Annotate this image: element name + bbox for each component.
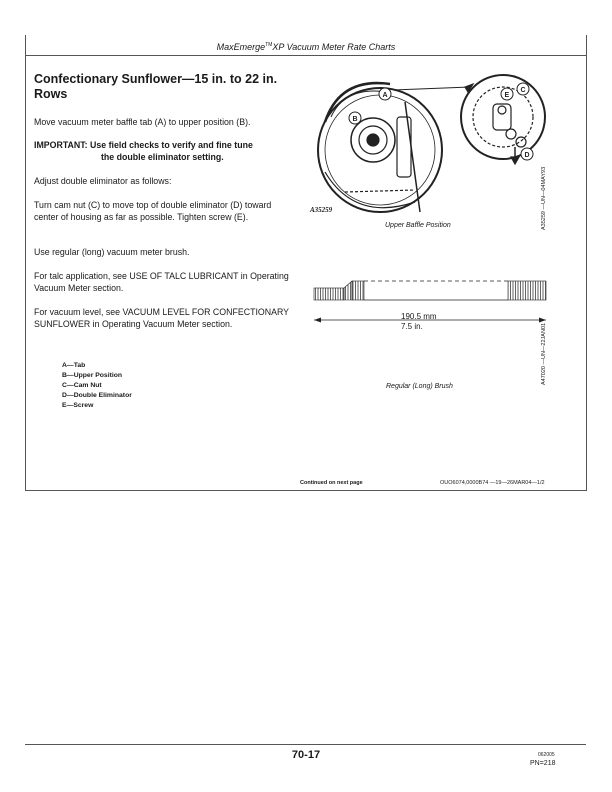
callout-e: E bbox=[504, 92, 510, 99]
instruction-talc: For talc application, see USE OF TALC LUBRICANT in Operating Vacuum Meter section. bbox=[34, 271, 289, 293]
brush-length-in: 7.5 in. bbox=[401, 322, 423, 331]
page-header-title: MaxEmerge™XP Vacuum Meter Rate Charts bbox=[216, 42, 396, 52]
instruction-cam-nut: Turn cam nut (C) to move top of double eliminator (D) toward center of housing as far as possible. Tighten screw (E). bbox=[34, 200, 272, 222]
figure-legend bbox=[62, 361, 132, 411]
section-title-line1: Confectionary Sunflower—15 in. to 22 in. bbox=[34, 72, 278, 86]
important-line1: Use field checks to verify and fine tune bbox=[90, 140, 253, 150]
legend-item: E—Screw bbox=[62, 402, 94, 409]
instruction-adjust: Adjust double eliminator as follows: bbox=[34, 176, 172, 186]
footer-rule bbox=[25, 744, 586, 745]
brush-caption: Regular (Long) Brush bbox=[386, 383, 453, 390]
document-id: OUO6074,0000B74 —19—26MAR04—1/2 bbox=[440, 480, 545, 486]
callout-a: A bbox=[382, 92, 388, 99]
footer-date: 062005 bbox=[538, 752, 555, 758]
upper-baffle-figure bbox=[305, 62, 547, 227]
important-line2: the double eliminator setting. bbox=[101, 151, 224, 162]
instruction-baffle: Move vacuum meter baffle tab (A) to upper position (B). bbox=[34, 117, 251, 127]
legend-item: A—Tab bbox=[62, 362, 86, 369]
callout-c: C bbox=[520, 87, 526, 94]
figure2-code: A47020 —UN—22JAN01 bbox=[541, 322, 547, 385]
callout-d: D bbox=[524, 152, 530, 159]
figure1-code: A35259 —UN—04MAY93 bbox=[541, 166, 547, 230]
continued-note: Continued on next page bbox=[300, 480, 363, 486]
legend-item: D—Double Eliminator bbox=[62, 392, 132, 399]
callout-b: B bbox=[352, 116, 358, 123]
footer-pn: PN=218 bbox=[530, 760, 556, 767]
legend-item: C—Cam Nut bbox=[62, 382, 102, 389]
brush-figure bbox=[312, 278, 548, 338]
important-label: IMPORTANT: bbox=[34, 140, 88, 150]
instruction-brush: Use regular (long) vacuum meter brush. bbox=[34, 247, 190, 257]
header-rule bbox=[25, 55, 586, 56]
legend-item: B—Upper Position bbox=[62, 372, 123, 379]
brush-length-mm: 190.5 mm bbox=[401, 312, 437, 321]
upper-baffle-caption: Upper Baffle Position bbox=[385, 222, 451, 229]
important-note bbox=[34, 140, 296, 163]
section-title bbox=[34, 72, 304, 102]
instruction-vacuum: For vacuum level, see VACUUM LEVEL FOR CONFECTIONARY SUNFLOWER in Operating Vacuum Meter section. bbox=[34, 307, 289, 329]
section-title-line2: Rows bbox=[34, 87, 68, 101]
page-number: 70-17 bbox=[291, 749, 321, 761]
image-label: A35259 bbox=[310, 206, 333, 214]
